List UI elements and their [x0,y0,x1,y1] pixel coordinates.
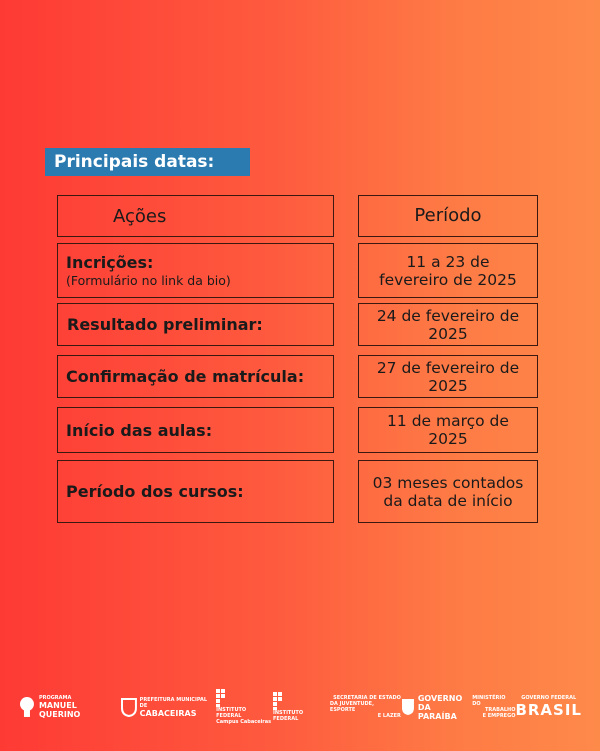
secretaria-l2: DA JUVENTUDE, ESPORTE [329,701,374,713]
table-row-acao [57,243,334,298]
paraiba-crest-icon [401,698,415,716]
trabalho-l2: TRABALHO [485,707,516,713]
manuel-querino-emblem-icon [18,696,36,718]
secretaria-l1: SECRETARIA DE ESTADO [333,695,401,701]
brasil-l2: BRASIL [515,701,582,719]
table-row-periodo [358,355,538,398]
acao-label: Resultado preliminar: [67,315,263,334]
acao-label: Confirmação de matrícula: [66,367,305,386]
header-acoes-cell [57,195,334,237]
brasil-l1: GOVERNO FEDERAL [521,695,577,701]
trabalho-l1: MINISTÉRIO DO [472,695,506,707]
periodo-value: 27 de fevereiro de 2025 [376,358,520,395]
table-row-periodo [358,303,538,346]
page-title: Principais datas: [45,148,250,176]
logo-secretaria [330,695,401,719]
table-row-periodo [358,460,538,523]
table-row-acao [57,303,334,346]
manuel-querino-l2: MANUEL QUERINO [38,701,81,719]
logo-manuel-querino [18,695,121,719]
logo-cabaceiras [121,697,216,718]
acao-label: Período dos cursos: [66,482,244,501]
acao-note: (Formulário no link da bio) [66,273,231,288]
instituto-federal-icon [216,689,230,707]
periodo-value: 11 a 23 de fevereiro de 2025 [379,252,517,289]
paraiba-l1: GOVERNO [417,693,463,703]
logo-if [273,692,330,722]
secretaria-l3: E LAZER [377,713,401,719]
acao-label: Início das aulas: [66,420,213,440]
periodo-value: 24 de fevereiro de 2025 [376,306,520,343]
table-row-acao [57,355,334,398]
table-row-periodo [358,407,538,453]
table-row-acao [57,460,334,523]
trabalho-l3: E EMPREGO [482,713,516,719]
instituto-federal-icon [273,692,287,710]
periodo-value: 11 de março de 2025 [387,412,509,448]
table-row-periodo [358,243,538,298]
header-periodo: Período [414,205,482,226]
header-periodo-cell [358,195,538,237]
logo-governo-paraiba [401,694,472,721]
cabaceiras-crest-icon [121,697,137,717]
cabaceiras-l2: CABACEIRAS [139,708,197,718]
paraiba-l2: DA PARAÍBA [417,702,457,721]
header-acoes: Ações [113,205,167,227]
cabaceiras-l1: PREFEITURA MUNICIPAL DE [139,696,208,709]
periodo-value: 03 meses contados da data de início [372,473,524,510]
logo-if-cabaceiras [216,689,273,725]
if1-l2: Campus Cabaceiras [216,719,272,725]
logo-governo-federal [515,695,582,719]
logo-ministerio-trabalho [472,695,515,719]
if1-l1: INSTITUTO FEDERAL [216,707,247,719]
manuel-querino-l1: PROGRAMA [38,695,72,701]
if2-l1: INSTITUTO FEDERAL [273,710,304,722]
table-row-acao [57,407,334,453]
acao-label: Incrições: [66,253,154,272]
footer-logos [18,683,582,731]
